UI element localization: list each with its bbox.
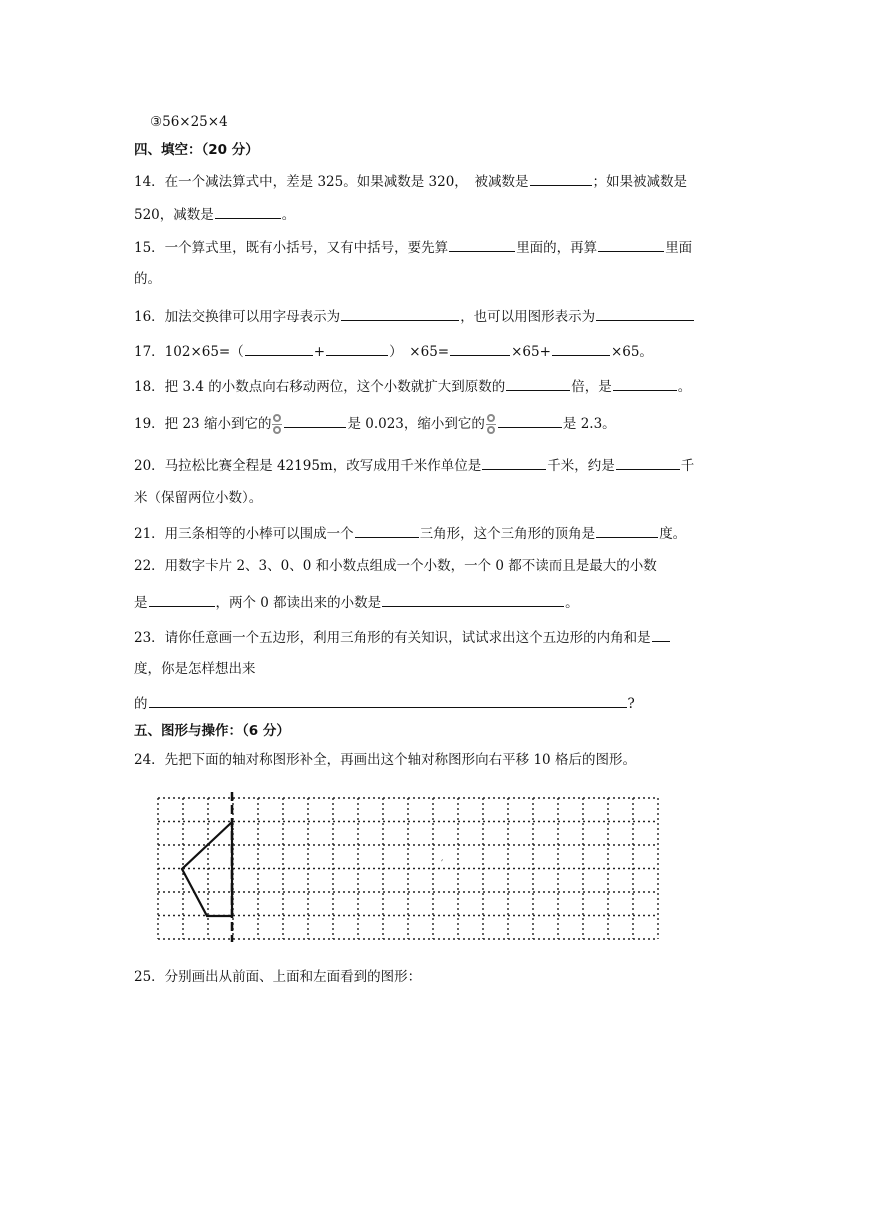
q19-text-b: 是 0.023，缩小到它的 [347,416,485,432]
question-20-cont [134,489,262,507]
q15-blank-1[interactable] [449,237,515,252]
stray-mark: ′ [441,859,444,870]
question-23-cont2 [134,693,635,713]
q20-blank-2[interactable] [616,455,680,470]
q18-blank-2[interactable] [613,376,677,391]
q16-text-a: 16．加法交换律可以用字母表示为 [134,309,341,325]
q22-blank-2[interactable] [382,592,564,607]
dotted-grid-figure [150,790,670,946]
q15-text-a: 15．一个算式里，既有小括号，又有中括号，要先算 [134,240,449,256]
question-24: 24．先把下面的轴对称图形补全，再画出这个轴对称图形向右平移 10 格后的图形。 [134,752,636,768]
question-22 [134,557,657,575]
q19-blank-2[interactable] [498,413,562,428]
q19-blank-1[interactable] [284,413,346,428]
q23-blank-1[interactable] [652,627,670,642]
q15-blank-2[interactable] [598,237,664,252]
q16-blank-1[interactable] [341,306,459,321]
question-22-cont [134,592,579,612]
q20-text-a: 20．马拉松比赛全程是 42195m，改写成用千米作单位是 [134,458,482,474]
section-4-heading: 四、填空：（20 分） [134,142,259,158]
q17-text-e: ×65。 [610,344,653,360]
q14-text-c: 520，减数是 [134,207,214,223]
q14-text-d: 。 [281,207,296,223]
q22-text-d: 。 [565,595,579,611]
q23-text-a: 23．请你任意画一个五边形，利用三角形的有关知识，试试求出这个五边形的内角和是 [134,630,651,646]
q15-text-d: 的。 [134,271,161,287]
q22-text-a: 22．用数字卡片 2、3、0、0 和小数点组成一个小数，一个 0 都不读而且是最大的小数 [134,558,657,574]
question-17 [134,341,653,361]
q22-blank-1[interactable] [149,592,215,607]
q19-text-c: 是 2.3。 [562,416,616,432]
q21-blank-1[interactable] [355,523,419,538]
question-14 [134,171,687,191]
q18-text-c: 。 [677,379,692,395]
fraction-icon [486,414,496,436]
q17-blank-3[interactable] [450,341,510,356]
q17-blank-4[interactable] [552,341,610,356]
q19-text-a: 19．把 23 缩小到它的 [134,416,272,432]
q20-text-d: 米（保留两位小数）。 [134,490,263,506]
q18-text-a: 18．把 3.4 的小数点向右移动两位，这个小数就扩大到原数的 [134,379,506,395]
q17-text-a: 17．102×65=（ [134,344,244,360]
q17-blank-1[interactable] [245,341,313,356]
q15-text-b: 里面的，再算 [516,240,598,256]
question-15-cont [134,270,161,288]
question-19 [134,413,616,436]
question-15 [134,237,692,257]
q14-text-b: ；如果被减数是 [592,174,688,190]
q14-blank-2[interactable] [215,204,281,219]
question-25: 25．分别画出从前面、上面和左面看到的图形： [134,969,422,985]
q21-blank-2[interactable] [596,523,658,538]
q17-blank-2[interactable] [326,341,388,356]
q20-blank-1[interactable] [482,455,546,470]
q22-text-b: 是 [134,595,148,611]
section-5-heading: 五、图形与操作：（6 分） [134,723,290,739]
q16-text-b: ，也可以用图形表示为 [460,309,596,325]
question-18 [134,376,691,396]
q23-blank-2[interactable] [149,693,627,708]
question-20 [134,455,694,475]
question-21 [134,523,686,543]
q20-text-c: 千 [680,458,695,474]
question-16 [134,306,695,326]
q17-text-b: + [313,344,326,360]
q18-blank-1[interactable] [506,376,570,391]
q21-text-c: 度。 [659,526,687,542]
q13-item-3: ③56×25×4 [150,114,228,130]
q18-text-b: 倍，是 [571,379,612,395]
q14-blank-1[interactable] [530,171,592,186]
question-23-cont [134,660,256,678]
q21-text-a: 21．用三条相等的小棒可以围成一个 [134,526,354,542]
question-23 [134,627,671,647]
q22-text-c: ，两个 0 都读出来的小数是 [215,595,382,611]
q23-text-b: 度，你是怎样想出来 [134,661,256,677]
q17-text-d: ×65+ [511,344,551,360]
q23-text-d: ? [627,696,635,712]
q17-text-c: ） ×65= [389,344,450,360]
q14-text-a: 14．在一个减法算式中，差是 325。如果减数是 320， 被减数是 [134,174,529,190]
q23-text-c: 的 [134,696,148,712]
q16-blank-2[interactable] [596,306,694,321]
fraction-icon [272,414,282,436]
question-14-cont [134,204,295,224]
q15-text-c: 里面 [665,240,693,256]
q21-text-b: 三角形，这个三角形的顶角是 [419,526,596,542]
q20-text-b: 千米，约是 [547,458,615,474]
